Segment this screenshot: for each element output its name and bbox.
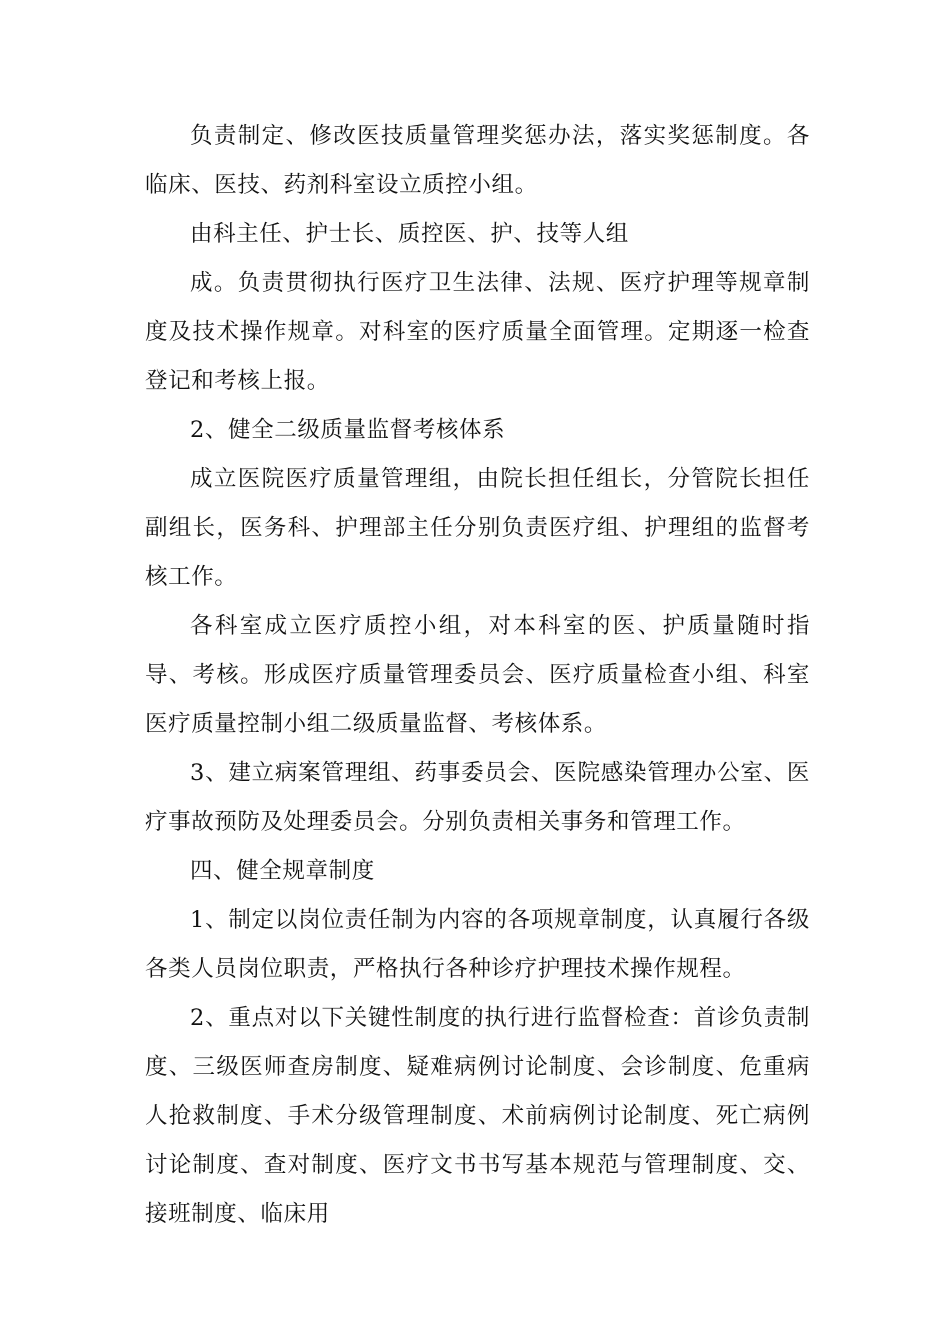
paragraph-4-heading: 2、健全二级质量监督考核体系 [190,417,506,443]
paragraph-7: 3、建立病案管理组、药事委员会、医院感染管理办公室、医疗事故预防及处理委员会。分别负责相关事务和管理工作。 [145,760,810,835]
paragraph-1: 负责制定、修改医技质量管理奖惩办法，落实奖惩制度。各临床、医技、药剂科室设立质控小组。 [145,123,810,198]
paragraph-9: 1、制定以岗位责任制为内容的各项规章制度，认真履行各级各类人员岗位职责，严格执行各种诊疗护理技术操作规程。 [145,907,810,982]
paragraph-8-heading: 四、健全规章制度 [190,858,375,884]
paragraph-10: 2、重点对以下关键性制度的执行进行监督检查：首诊负责制度、三级医师查房制度、疑难病例讨论制度、会诊制度、危重病人抢救制度、手术分级管理制度、术前病例讨论制度、死亡病例讨论制度、查对制度、医疗文书书写基本规范与管理制度、交、接班制度、临床用 [145,1005,810,1227]
paragraph-3: 成。负责贯彻执行医疗卫生法律、法规、医疗护理等规章制度及技术操作规章。对科室的医疗质量全面管理。定期逐一检查登记和考核上报。 [145,270,810,394]
document-body [145,112,810,1239]
paragraph-5: 成立医院医疗质量管理组，由院长担任组长，分管院长担任副组长，医务科、护理部主任分别负责医疗组、护理组的监督考核工作。 [145,466,810,590]
paragraph-2: 由科主任、护士长、质控医、护、技等人组 [190,221,629,247]
paragraph-6: 各科室成立医疗质控小组，对本科室的医、护质量随时指导、考核。形成医疗质量管理委员会、医疗质量检查小组、科室医疗质量控制小组二级质量监督、考核体系。 [145,613,810,737]
